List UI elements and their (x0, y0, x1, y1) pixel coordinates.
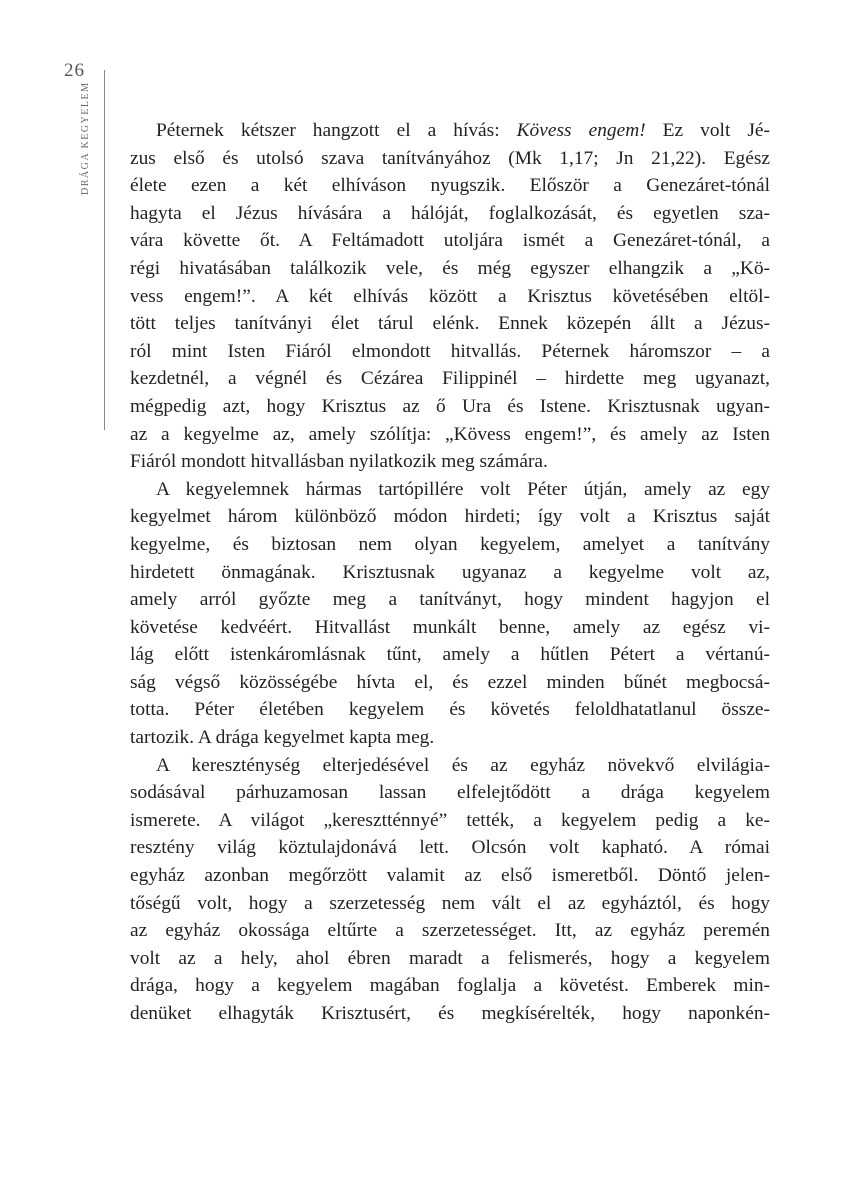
paragraph-3 (130, 752, 770, 1028)
text-line: denüket elhagyták Krisztusért, és megkísérelték, hogy naponkén- (130, 1003, 770, 1024)
margin-rule (104, 70, 105, 430)
text-line: amely arról győzte meg a tanítványt, hogy mindent hagyjon el (130, 589, 770, 611)
paragraph-2 (130, 476, 770, 752)
text-line: lág előtt istenkáromlásnak tűnt, amely a hűtlen Pétert a vértanú- (130, 644, 770, 666)
text-line: az a kegyelme az, amely szólítja: „Kövess engem!”, és amely az Isten (130, 423, 770, 445)
text-line: sodásával párhuzamosan lassan elfelejtődött a drága kegyelem (130, 782, 770, 804)
text-line: tött teljes tanítványi élet tárul elénk. Ennek közepén állt a Jézus- (130, 313, 770, 335)
text-line: A kegyelemnek hármas tartópillére volt Péter útján, amely az egy (156, 478, 770, 500)
text-line: mégpedig azt, hogy Krisztus az ő Ura és Istene. Krisztusnak ugyan- (130, 395, 770, 417)
text-line: tőségű volt, hogy a szerzetesség nem vált el az egyháztól, és hogy (130, 892, 770, 914)
text-line: egyház azonban megőrzött valamit az első ismeretből. Döntő jelen- (130, 865, 770, 887)
text-line: hagyta el Jézus hívására a hálóját, foglalkozását, és egyetlen sza- (130, 202, 770, 224)
text-line: volt az a hely, ahol ébren maradt a felismerés, hogy a kegyelem (130, 947, 770, 969)
paragraph-1 (130, 117, 770, 476)
text-line: vess engem!”. A két elhívás között a Krisztus követésében eltöl- (130, 285, 770, 307)
text-line: régi hivatásában találkozik vele, és még egyszer elhangzik a „Kö- (130, 257, 770, 279)
text-line: az egyház okossága eltűrte a szerzetességet. Itt, az egyház peremén (130, 920, 770, 942)
text-line: hirdetett önmagának. Krisztusnak ugyanaz a kegyelme volt az, (130, 561, 770, 583)
text-line: vára követte őt. A Feltámadott utoljára ismét a Genezáret-tónál, a (130, 230, 770, 252)
text-line: kezdetnél, a végnél és Cézárea Filippinél – hirdette meg ugyanazt, (130, 368, 770, 390)
text-line: drága, hogy a kegyelem magában foglalja a követést. Emberek min- (130, 975, 770, 997)
text-line: A kereszténység elterjedésével és az egyház növekvő elvilágia- (156, 754, 770, 776)
text-line: kegyelmet három különböző módon hirdeti; így volt a Krisztus saját (130, 506, 770, 528)
text-line: zus első és utolsó szava tanítványához (Mk 1,17; Jn 21,22). Egész (130, 147, 770, 169)
text-line: Fiáról mondott hitvallásban nyilatkozik meg számára. (130, 451, 548, 473)
text-line: ság végső közösségébe hívta el, és ezzel minden bűnét megbocsá- (130, 671, 770, 693)
body-text (130, 117, 770, 1028)
italic-quote: Kövess engem! (516, 120, 646, 141)
text-line: kegyelme, és biztosan nem olyan kegyelem, amelyet a tanítvány (130, 533, 770, 555)
text-line: resztény világ köztulajdonává lett. Olcsón volt kapható. A római (130, 837, 770, 859)
text-line: ismerete. A világot „keresztténnyé” tették, a kegyelem pedig a ke- (130, 809, 770, 831)
text-line: élete ezen a két elhíváson nyugszik. Először a Genezáret-tónál (130, 175, 770, 197)
running-head: DRÁGA KEGYELEM (80, 81, 91, 195)
text-line: Péternek kétszer hangzott el a hívás: Kövess engem! Ez volt Jé- (156, 120, 770, 141)
text-line: tartozik. A drága kegyelmet kapta meg. (130, 727, 435, 749)
text-line: totta. Péter életében kegyelem és követés feloldhatatlanul össze- (130, 699, 770, 721)
page-number: 26 (64, 60, 85, 81)
text-line: követése kedvéért. Hitvallást munkált benne, amely az egész vi- (130, 616, 770, 638)
text-line: ról mint Isten Fiáról elmondott hitvallás. Péternek háromszor – a (130, 340, 770, 362)
